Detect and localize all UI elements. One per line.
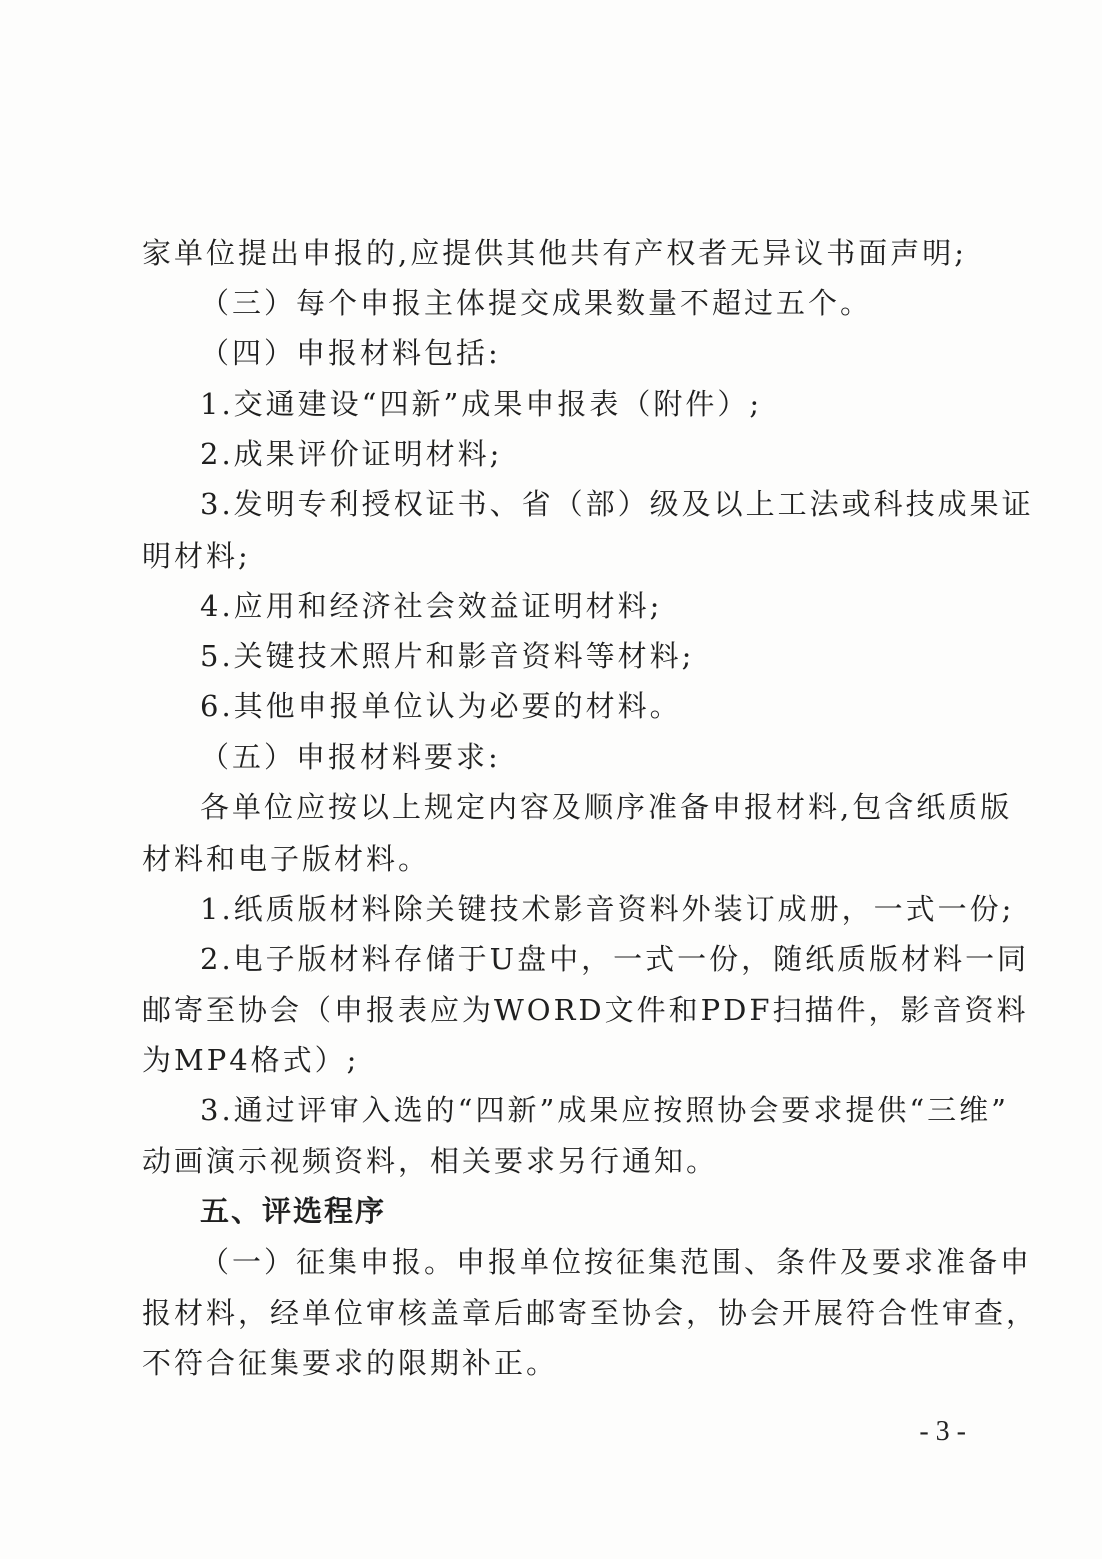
text-line: 2.电子版材料存储于U盘中，一式一份，随纸质版材料一同 (200, 942, 1030, 976)
text-line: 各单位应按以上规定内容及顺序准备申报材料,包含纸质版 (200, 790, 1013, 824)
text-line: （三）每个申报主体提交成果数量不超过五个。 (200, 286, 873, 320)
text-line: 1.纸质版材料除关键技术影音资料外装订成册，一式一份; (200, 892, 1015, 926)
text-line: （一）征集申报。申报单位按征集范围、条件及要求准备申 (200, 1245, 1033, 1279)
text-line: 3.通过评审入选的“四新”成果应按照协会要求提供“三维” (200, 1093, 1009, 1127)
text-line: （四）申报材料包括: (200, 336, 501, 370)
text-line: （五）申报材料要求: (200, 740, 501, 774)
text-line: 2.成果评价证明材料; (200, 437, 503, 471)
text-line: 动画演示视频资料，相关要求另行通知。 (142, 1144, 719, 1178)
text-line: 5.关键技术照片和影音资料等材料; (200, 639, 695, 673)
text-line: 4.应用和经济社会效益证明材料; (200, 589, 663, 623)
text-line: 6.其他申报单位认为必要的材料。 (200, 689, 682, 723)
text-line: 报材料，经单位审核盖章后邮寄至协会，协会开展符合性审查， (142, 1296, 1039, 1330)
text-line: 家单位提出申报的,应提供其他共有产权者无异议书面声明; (142, 236, 967, 270)
text-line: 为MP4格式）; (142, 1043, 360, 1077)
text-line: 材料和电子版材料。 (142, 842, 431, 876)
text-line: 不符合征集要求的限期补正。 (142, 1346, 559, 1380)
section-heading: 五、评选程序 (200, 1194, 387, 1228)
page-number: - 3 - (919, 1416, 966, 1447)
text-line: 1.交通建设“四新”成果申报表（附件）; (200, 387, 763, 421)
text-line: 邮寄至协会（申报表应为WORD文件和PDF扫描件，影音资料 (142, 993, 1029, 1027)
text-line: 明材料; (142, 539, 251, 573)
text-line: 3.发明专利授权证书、省（部）级及以上工法或科技成果证 (200, 487, 1034, 521)
